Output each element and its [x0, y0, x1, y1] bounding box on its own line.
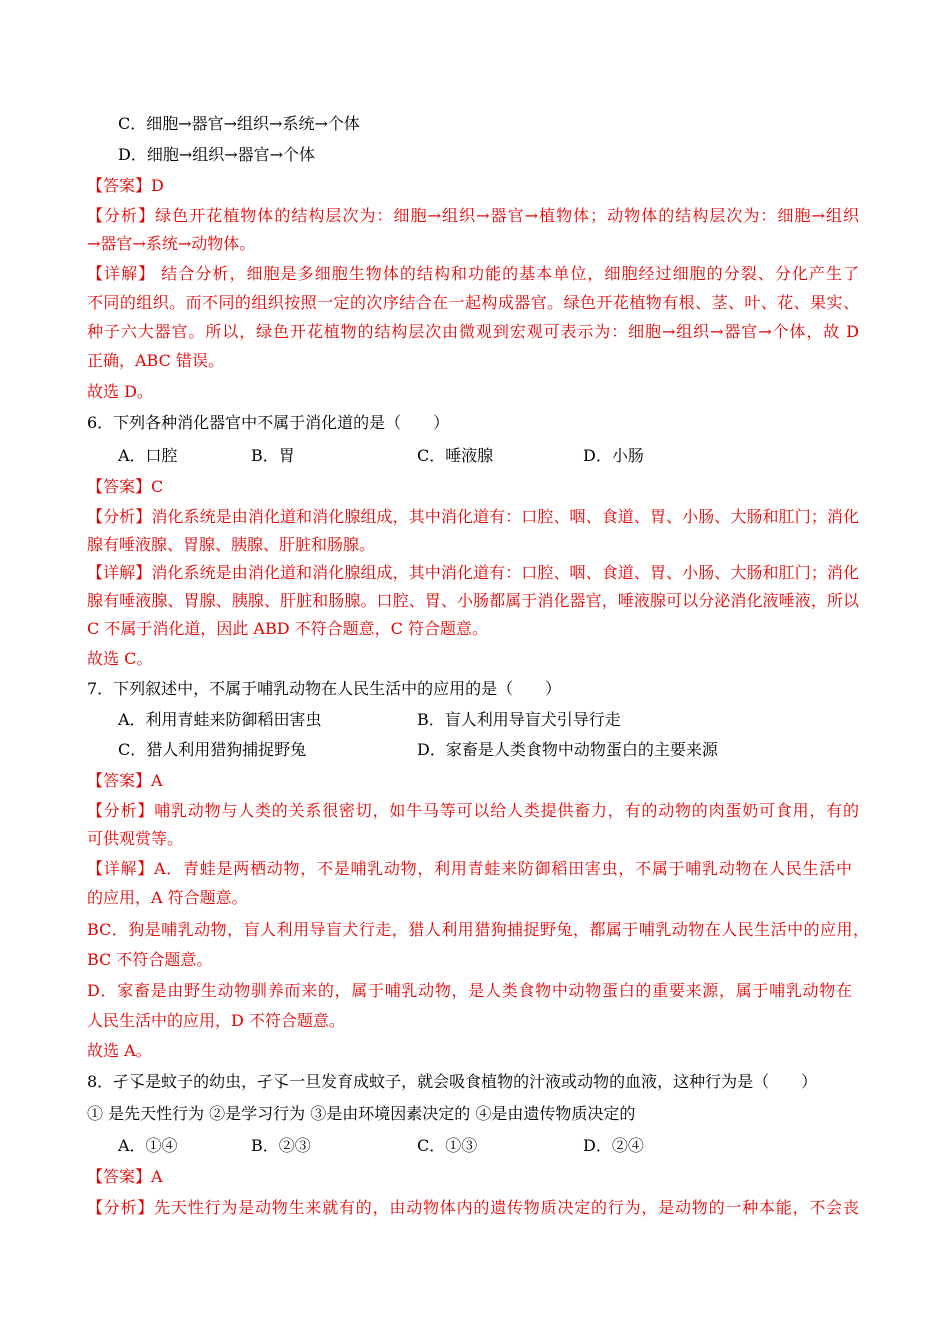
q6-analysis-line-1: 【分析】消化系统是由消化道和消化腺组成，其中消化道有：口腔、咽、食道、胃、小肠、大肠和肛门；消化: [87, 507, 859, 526]
q7-question: 7．下列叙述中，不属于哺乳动物在人民生活中的应用的是（ ）: [87, 679, 562, 698]
q6-detail-line-3: C 不属于消化道，因此 ABD 不符合题意，C 符合题意。: [87, 619, 488, 638]
q5-detail-line-3: 种子六大器官。所以，绿色开花植物的结构层次由微观到宏观可表示为：细胞→组织→器官→个体，故 D: [87, 322, 859, 341]
q5-option-d: D．细胞→组织→器官→个体: [118, 145, 316, 164]
q5-detail-line-2: 不同的组织。而不同的组织按照一定的次序结合在一起构成器官。绿色开花植物有根、茎、叶、花、果实、: [87, 293, 859, 312]
q5-analysis-line-1: 【分析】绿色开花植物体的结构层次为：细胞→组织→器官→植物体；动物体的结构层次为：细胞→组织: [87, 206, 859, 225]
q5-detail-line-1: 【详解】 结合分析，细胞是多细胞生物体的结构和功能的基本单位，细胞经过细胞的分裂、分化产生了: [87, 264, 859, 283]
q5-detail-line-4: 正确，ABC 错误。: [87, 351, 224, 370]
q8-answer: 【答案】A: [87, 1167, 163, 1186]
q7-option-d: D．家畜是人类食物中动物蛋白的主要来源: [417, 740, 718, 759]
q7-answer: 【答案】A: [87, 771, 163, 790]
q7-option-a: A．利用青蛙来防御稻田害虫: [118, 710, 322, 729]
q8-statements: ① 是先天性行为 ②是学习行为 ③是由环境因素决定的 ④是由遗传物质决定的: [87, 1104, 636, 1123]
q8-analysis-line-1: 【分析】先天性行为是动物生来就有的，由动物体内的遗传物质决定的行为，是动物的一种本能，不会丧: [87, 1198, 859, 1217]
q8-option-d: D．②④: [583, 1136, 644, 1155]
q6-detail-line-2: 腺有唾液腺、胃腺、胰腺、肝脏和肠腺。口腔、胃、小肠都属于消化器官，唾液腺可以分泌消化液唾液，所以: [87, 591, 859, 610]
q6-question: 6．下列各种消化器官中不属于消化道的是（ ）: [87, 413, 450, 432]
q7-analysis-line-1: 【分析】哺乳动物与人类的关系很密切，如牛马等可以给人类提供畜力，有的动物的肉蛋奶可食用，有的: [87, 801, 859, 820]
q7-conclusion: 故选 A。: [87, 1041, 152, 1060]
q7-detail-line-1: 【详解】A．青蛙是两栖动物，不是哺乳动物，利用青蛙来防御稻田害虫，不属于哺乳动物在人民生活中: [87, 859, 852, 878]
q6-option-b: B．胃: [251, 446, 295, 465]
q7-analysis-line-2: 可供观赏等。: [87, 829, 184, 848]
q5-conclusion: 故选 D。: [87, 382, 153, 401]
q7-detail-line-6: 人民生活中的应用，D 不符合题意。: [87, 1011, 345, 1030]
q5-analysis-line-2: →器官→系统→动物体。: [87, 234, 256, 253]
q5-option-c: C．细胞→器官→组织→系统→个体: [118, 114, 360, 133]
q6-conclusion: 故选 C。: [87, 649, 153, 668]
q7-option-c: C．猎人利用猎狗捕捉野兔: [118, 740, 307, 759]
q5-answer: 【答案】D: [87, 176, 164, 195]
q6-option-d: D．小肠: [583, 446, 644, 465]
q7-detail-line-4: BC 不符合题意。: [87, 950, 213, 969]
q6-option-a: A．口腔: [118, 446, 178, 465]
q7-detail-line-2: 的应用，A 符合题意。: [87, 888, 248, 907]
q8-question: 8．孑孓是蚊子的幼虫，孑孓一旦发育成蚊子，就会吸食植物的汁液或动物的血液，这种行为是（ ）: [87, 1072, 818, 1091]
q8-option-a: A．①④: [118, 1136, 178, 1155]
q8-option-c: C．①③: [417, 1136, 478, 1155]
q6-analysis-line-2: 腺有唾液腺、胃腺、胰腺、肝脏和肠腺。: [87, 535, 376, 554]
q6-option-c: C．唾液腺: [417, 446, 494, 465]
q7-detail-line-3: BC．狗是哺乳动物，盲人利用导盲犬行走，猎人利用猎狗捕捉野兔，都属于哺乳动物在人民生活中的应用，: [87, 920, 869, 939]
q6-detail-line-1: 【详解】消化系统是由消化道和消化腺组成，其中消化道有：口腔、咽、食道、胃、小肠、大肠和肛门；消化: [87, 563, 859, 582]
q8-option-b: B．②③: [251, 1136, 311, 1155]
q6-answer: 【答案】C: [87, 477, 164, 496]
q7-detail-line-5: D．家畜是由野生动物驯养而来的，属于哺乳动物，是人类食物中动物蛋白的重要来源，属于哺乳动物在: [87, 981, 852, 1000]
q7-option-b: B．盲人利用导盲犬引导行走: [417, 710, 621, 729]
